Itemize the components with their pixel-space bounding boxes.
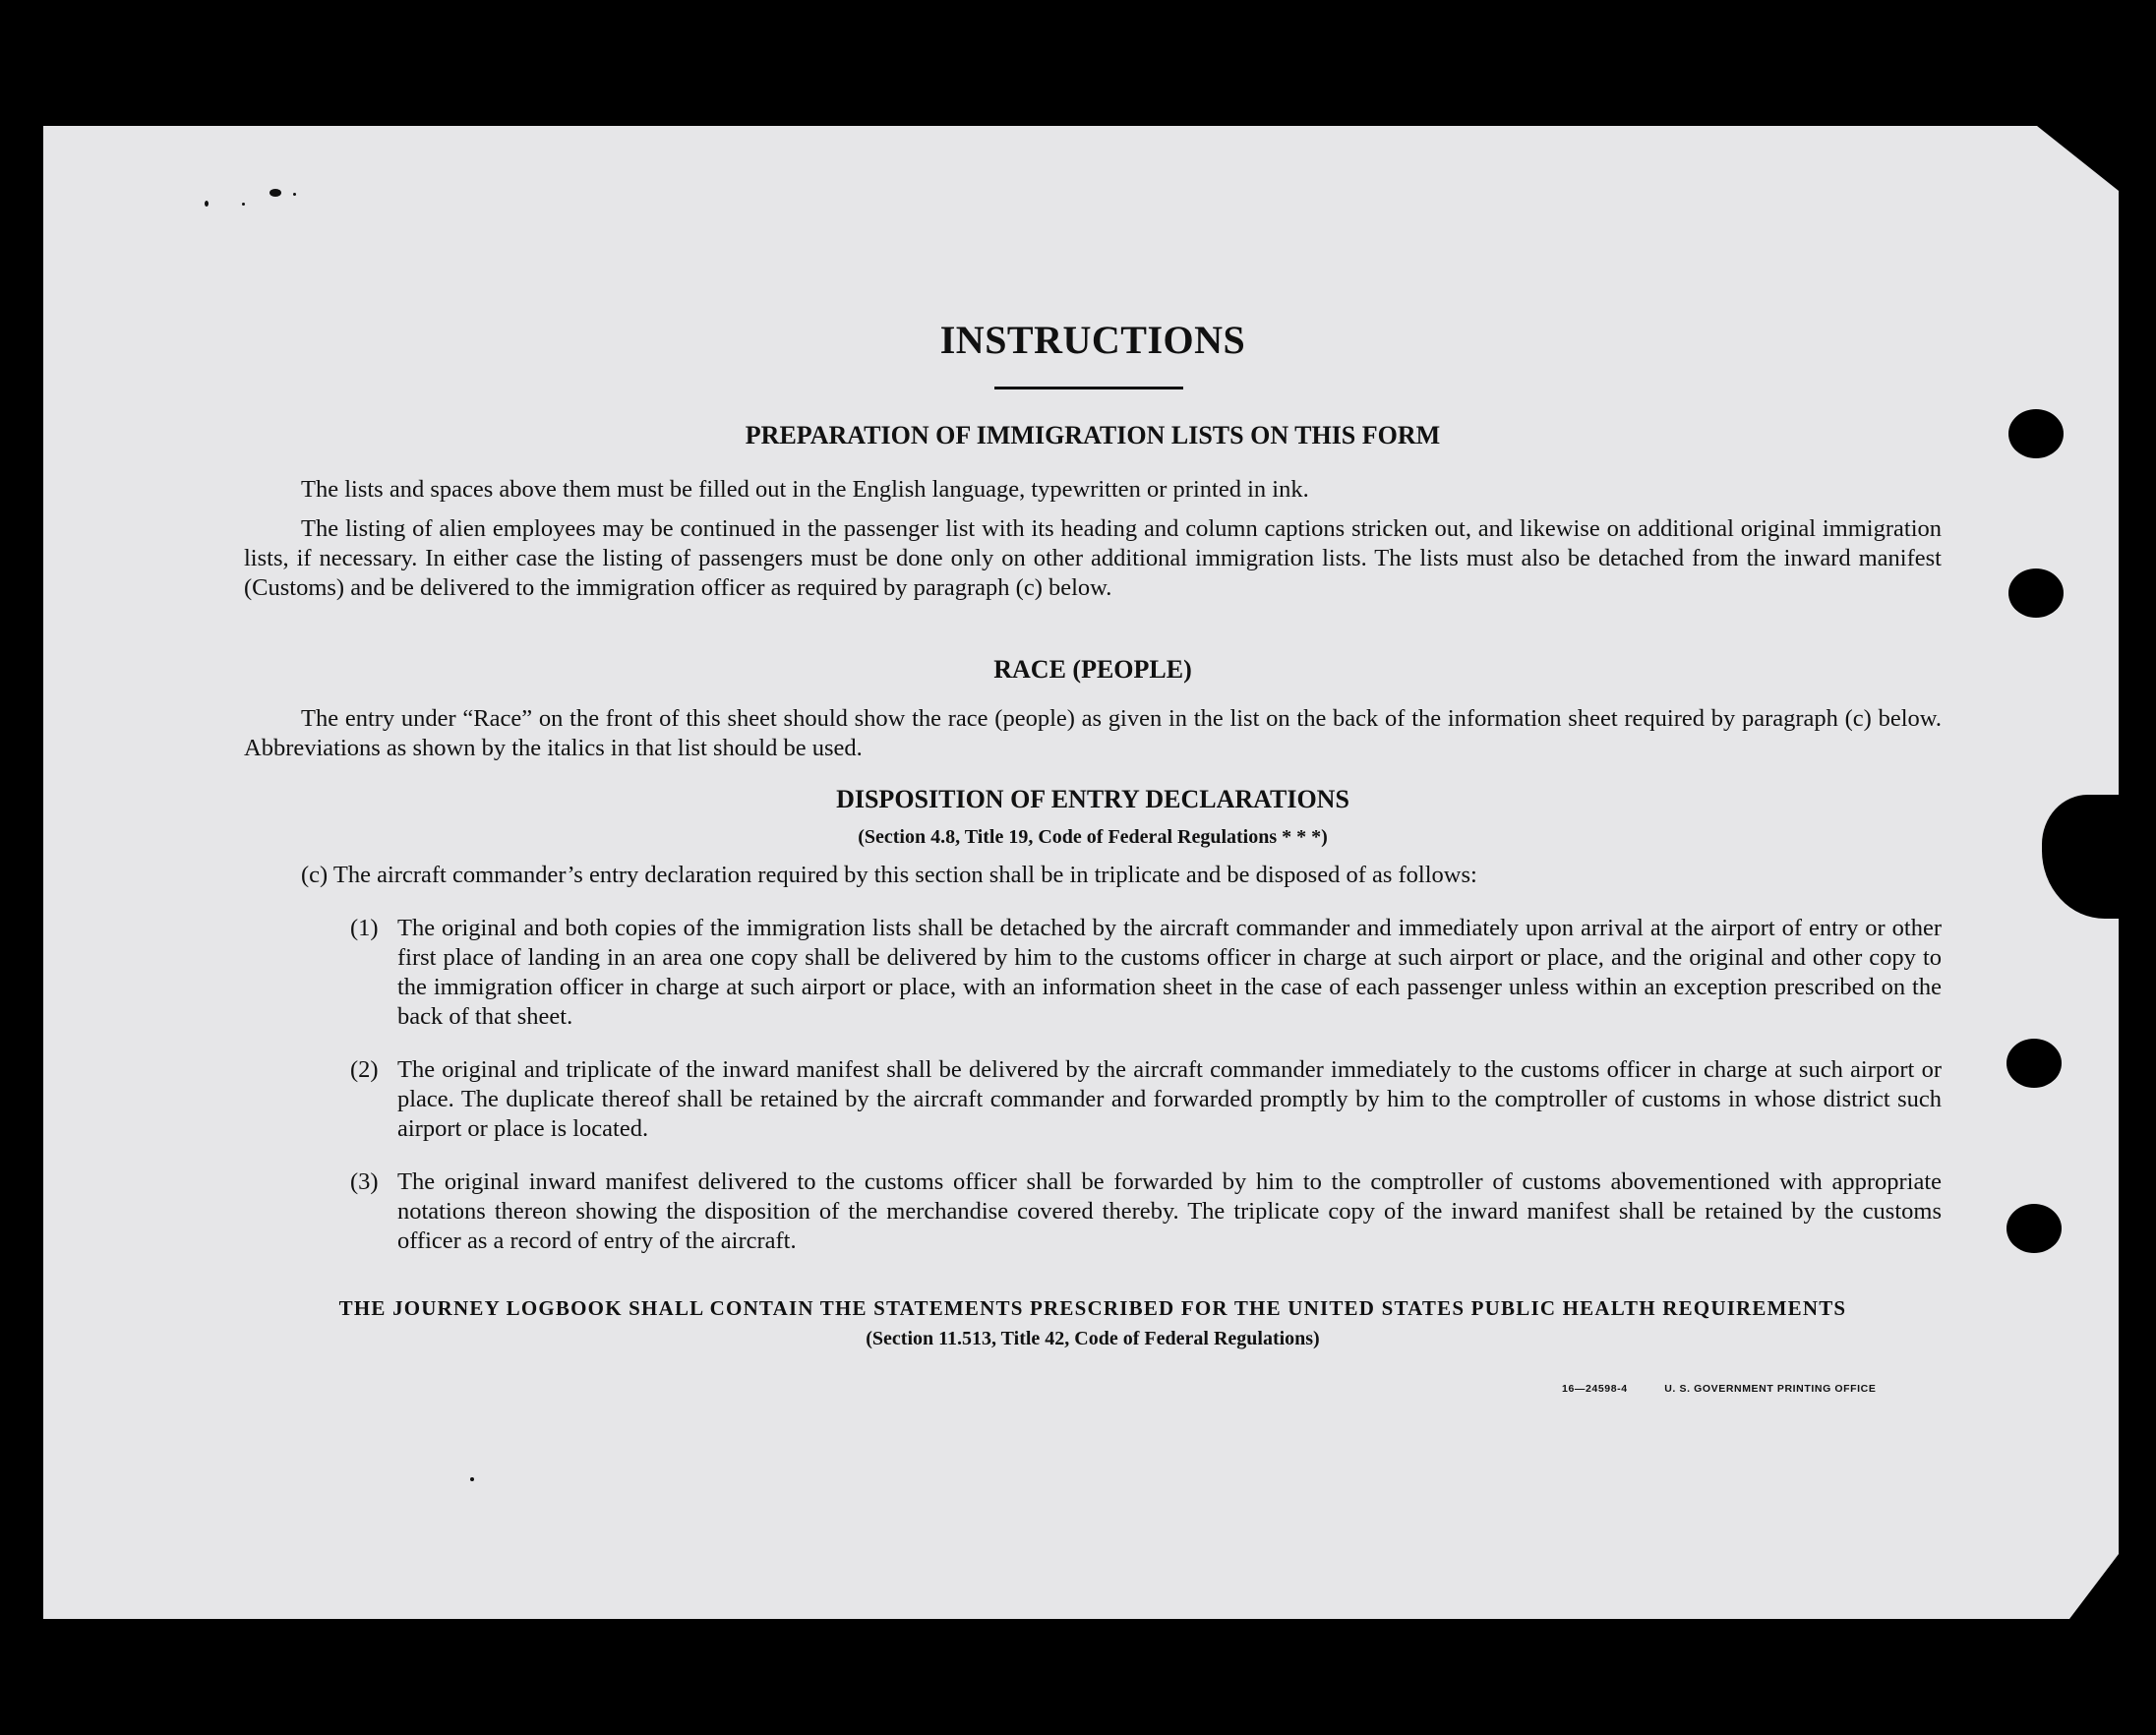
- clause-c: [301, 861, 1942, 890]
- title-underline: [994, 387, 1183, 389]
- punch-hole: [2006, 1039, 2062, 1088]
- heading-race: RACE (PEOPLE): [993, 655, 1192, 684]
- printer-imprint: [1562, 1383, 1876, 1395]
- item-number: (1): [350, 915, 379, 941]
- ink-speck: [205, 201, 209, 207]
- ink-speck: [242, 203, 245, 206]
- punch-hole: [2008, 409, 2064, 458]
- page-title: INSTRUCTIONS: [939, 318, 1246, 362]
- ink-speck: [270, 189, 281, 197]
- ink-speck: [293, 193, 296, 196]
- item-number: (2): [350, 1056, 379, 1083]
- form-number: 16—24598-4: [1562, 1383, 1628, 1395]
- paragraph-alien-employees: The listing of alien employees may be continued in the passenger list with its heading and column captions stricken out, and likewise on additional original immigration lists, if necessary. In either case the listing of passengers must be done only on other additional immigration lists. The lists must also be detached from the inward manifest (Customs) and be delivered to the immigration officer as required by paragraph (c) below.: [244, 515, 1942, 601]
- citation-title-19: (Section 4.8, Title 19, Code of Federal Regulations * * *): [858, 826, 1328, 848]
- citation-title-42: (Section 11.513, Title 42, Code of Federal Regulations): [866, 1328, 1320, 1349]
- list-item: [350, 1055, 1942, 1144]
- heading-preparation: PREPARATION OF IMMIGRATION LISTS ON THIS FORM: [745, 421, 1441, 449]
- punch-hole: [2008, 568, 2064, 618]
- punch-hole: [2006, 1204, 2062, 1253]
- printing-office: U. S. GOVERNMENT PRINTING OFFICE: [1664, 1383, 1877, 1395]
- list-item: [350, 914, 1942, 1032]
- list-item: [350, 1167, 1942, 1256]
- item-text: The original and triplicate of the inward manifest shall be delivered by the aircraft commander immediately to the customs officer in charge at such airport or place. The duplicate thereof shall be retained by the aircraft commander and forwarded promptly by him to the comptroller of customs in whose district such airport or place is located.: [397, 1056, 1942, 1142]
- paragraph-race-entry: The entry under “Race” on the front of this sheet should show the race (people) as given in the list on the back of the information sheet required by paragraph (c) below. Abbreviations as shown by the italics in that list should be used.: [244, 705, 1942, 761]
- clause-label: (c): [301, 862, 329, 888]
- ink-speck: [470, 1477, 474, 1481]
- paragraph-english-language: The lists and spaces above them must be filled out in the English language, typewritten or printed in ink.: [301, 476, 1309, 503]
- journey-logbook-statement: THE JOURNEY LOGBOOK SHALL CONTAIN THE STATEMENTS PRESCRIBED FOR THE UNITED STATES PUBLIC HEALTH REQUIREMENTS: [338, 1296, 1847, 1320]
- item-number: (3): [350, 1168, 379, 1195]
- heading-disposition: DISPOSITION OF ENTRY DECLARATIONS: [836, 785, 1349, 813]
- item-text: The original inward manifest delivered to the customs officer shall be forwarded by him to the comptroller of customs abovementioned with appropriate notations thereon showing the disposition of the merchandise covered thereby. The triplicate copy of the inward manifest shall be retained by the customs officer as a record of entry of the aircraft.: [397, 1168, 1942, 1254]
- item-text: The original and both copies of the immigration lists shall be detached by the aircraft commander and immediately upon arrival at the airport of entry or other first place of landing in an area one copy shall be delivered by him to the customs officer in charge at such airport or place, and the original and other copy to the immigration officer in charge at such airport or place, with an information sheet in the case of each passenger unless within an exception prescribed on the back of that sheet.: [397, 915, 1942, 1030]
- clause-text: The aircraft commander’s entry declaration required by this section shall be in triplicate and be disposed of as follows:: [332, 862, 1477, 888]
